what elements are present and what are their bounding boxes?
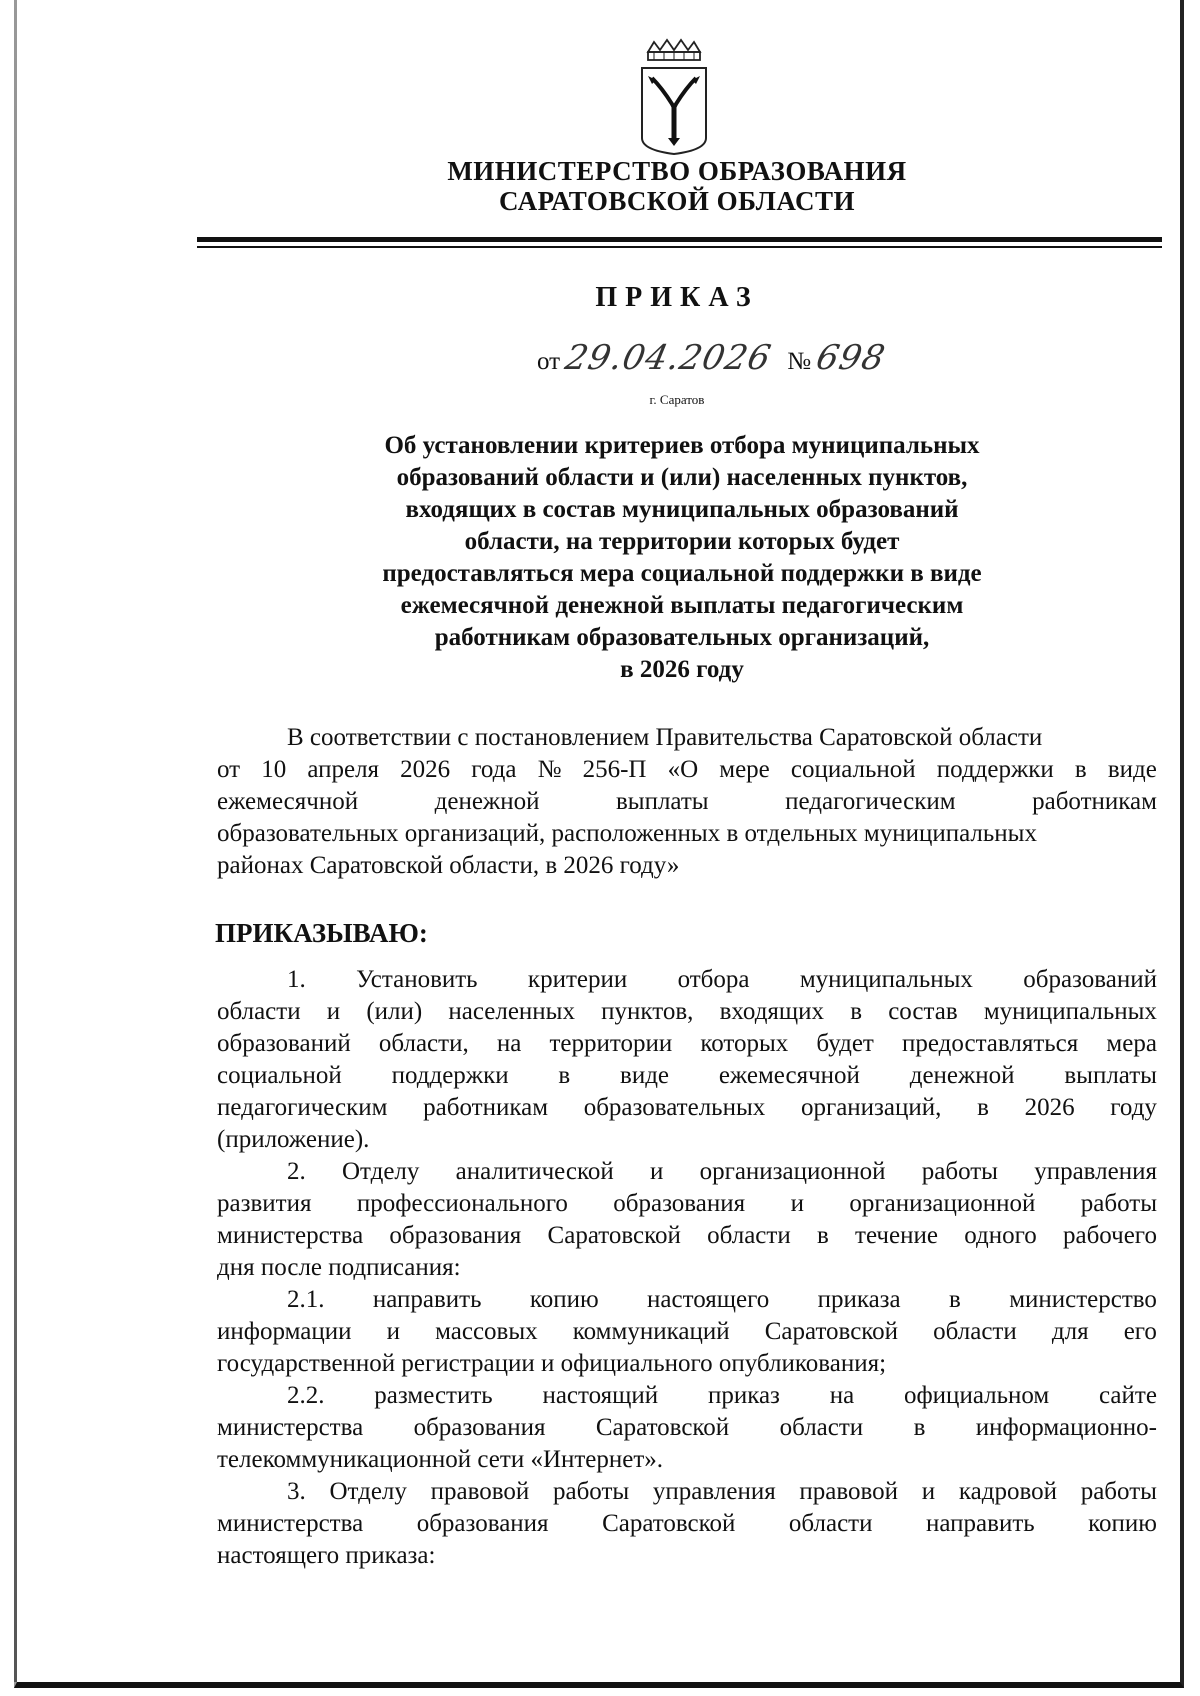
word: образований <box>1023 966 1157 993</box>
word: виде <box>620 1062 670 1089</box>
word: социальной <box>217 1062 342 1089</box>
word: информационно- <box>975 1414 1157 1441</box>
word: в <box>913 1414 926 1441</box>
word: в <box>949 1286 961 1313</box>
word: образования <box>613 1190 746 1217</box>
word: 2026 <box>400 756 451 783</box>
body-line: телекоммуникационной сети «Интернет». <box>217 1446 664 1473</box>
word: управления <box>652 1478 776 1505</box>
body-line-justified <box>217 996 1157 1028</box>
document-title <box>287 430 1077 686</box>
word: году <box>1110 1094 1157 1121</box>
word: муниципальных <box>799 966 973 993</box>
word: направить <box>926 1510 1035 1537</box>
word: 3. <box>287 1478 306 1505</box>
word: области <box>217 998 301 1025</box>
handwritten-number: 698 <box>813 338 890 378</box>
title-line: работникам образовательных организаций, <box>434 624 930 651</box>
title-line: области, на территории которых будет <box>464 528 900 555</box>
word: критерии <box>527 966 628 993</box>
word: пунктов, <box>601 998 694 1025</box>
title-line: в 2026 году <box>620 656 744 683</box>
header-rule-thin <box>197 246 1162 248</box>
word: работы <box>1080 1478 1157 1505</box>
word: правовой <box>799 1478 899 1505</box>
word: в <box>977 1094 989 1121</box>
body-line: районах Саратовской области, в 2026 году» <box>217 852 680 879</box>
word: предоставляться <box>901 1030 1079 1057</box>
word: профессионального <box>356 1190 568 1217</box>
preamble <box>217 722 1157 882</box>
word: 2. <box>287 1158 306 1185</box>
word: Саратовской <box>764 1318 899 1345</box>
word: территории <box>549 1030 673 1057</box>
word: 2.1. <box>287 1286 325 1313</box>
word: (или) <box>366 998 423 1025</box>
word: Установить <box>356 966 478 993</box>
body-line-justified <box>217 1412 1157 1444</box>
word: образований <box>217 1030 351 1057</box>
word: сайте <box>1099 1382 1157 1409</box>
word: работникам <box>1032 788 1157 815</box>
word: будет <box>816 1030 874 1057</box>
body-line-justified <box>217 1284 1157 1316</box>
body-line-justified <box>217 786 1157 818</box>
word: настоящий <box>542 1382 659 1409</box>
order-items <box>217 964 1157 1572</box>
word: педагогическим <box>217 1094 388 1121</box>
word: населенных <box>448 998 575 1025</box>
word: области <box>707 1222 791 1249</box>
word: аналитической <box>455 1158 614 1185</box>
word: апреля <box>307 756 380 783</box>
word: года <box>471 756 517 783</box>
word: Саратовской <box>595 1414 730 1441</box>
ministry-name-line1: МИНИСТЕРСТВО ОБРАЗОВАНИЯ <box>447 156 907 186</box>
word: ежемесячной <box>718 1062 860 1089</box>
word: образовательных <box>583 1094 766 1121</box>
word: 256-П <box>582 756 647 783</box>
body-line-justified <box>217 1316 1157 1348</box>
word: денежной <box>434 788 540 815</box>
document-page <box>14 0 1184 1688</box>
word: области, <box>378 1030 469 1057</box>
word: официальном <box>903 1382 1050 1409</box>
word: 2026 <box>1024 1094 1075 1121</box>
word: денежной <box>909 1062 1015 1089</box>
body-line-justified <box>217 1092 1157 1124</box>
word: для <box>1051 1318 1089 1345</box>
word: коммуникаций <box>572 1318 730 1345</box>
body-line-justified <box>217 1508 1157 1540</box>
word: области <box>779 1414 864 1441</box>
word: «О <box>667 756 699 783</box>
word: муниципальных <box>983 998 1157 1025</box>
body-line-justified <box>217 1380 1157 1412</box>
word: состав <box>888 998 958 1025</box>
word: в <box>558 1062 571 1089</box>
word: в <box>816 1222 829 1249</box>
word: и <box>386 1318 400 1345</box>
body-line-justified <box>217 1156 1157 1188</box>
body-line-justified <box>217 964 1157 996</box>
word: работы <box>552 1478 630 1505</box>
word: настоящего <box>647 1286 770 1313</box>
word: поддержки <box>936 756 1054 783</box>
word: образования <box>416 1510 549 1537</box>
word: в <box>850 998 863 1025</box>
word: на <box>829 1382 855 1409</box>
handwritten-date: 29.04.2026 <box>562 338 776 378</box>
number-prefix: № <box>787 348 812 375</box>
body-line-justified <box>217 1060 1157 1092</box>
word: работы <box>1080 1190 1157 1217</box>
word: и <box>790 1190 804 1217</box>
saratov-coat-of-arms-icon <box>634 38 714 158</box>
word: 10 <box>261 756 287 783</box>
word: Саратовской <box>547 1222 681 1249</box>
body-line: В соответствии с постановлением Правительства Саратовской области <box>287 724 1043 751</box>
word: копию <box>1088 1510 1157 1537</box>
word: 1. <box>287 966 306 993</box>
word: разместить <box>374 1382 493 1409</box>
word: кадровой <box>958 1478 1057 1505</box>
word: области <box>788 1510 873 1537</box>
word: образования <box>413 1414 546 1441</box>
word: приказ <box>707 1382 780 1409</box>
orders-heading: ПРИКАЗЫВАЮ: <box>215 918 428 948</box>
word: управления <box>1034 1158 1157 1185</box>
word: приказа <box>817 1286 901 1313</box>
word: его <box>1123 1318 1157 1345</box>
word: работы <box>921 1158 998 1185</box>
body-line-justified <box>217 754 1157 786</box>
title-line: образований области и (или) населенных пунктов, <box>396 464 968 491</box>
title-line: Об установлении критериев отбора муниципальных <box>384 432 980 459</box>
word: области <box>933 1318 1017 1345</box>
word: министерства <box>217 1222 364 1249</box>
word: течение <box>855 1222 938 1249</box>
body-line-justified <box>217 1028 1157 1060</box>
date-prefix: от <box>537 348 561 375</box>
body-line: настоящего приказа: <box>217 1542 436 1569</box>
word: и <box>921 1478 936 1505</box>
body-line: образовательных организаций, расположенных в отдельных муниципальных <box>217 820 1037 847</box>
word: министерства <box>217 1510 364 1537</box>
ministry-name-line2: САРАТОВСКОЙ ОБЛАСТИ <box>498 186 856 216</box>
word: выплаты <box>615 788 709 815</box>
word: мере <box>719 756 770 783</box>
word: образования <box>389 1222 522 1249</box>
word: которых <box>700 1030 789 1057</box>
title-line: входящих в состав муниципальных образований <box>405 496 959 523</box>
word: педагогическим <box>785 788 956 815</box>
word: виде <box>1107 756 1157 783</box>
body-line: (приложение). <box>217 1126 370 1153</box>
word: работникам <box>423 1094 549 1121</box>
word: информации <box>217 1318 352 1345</box>
word: развития <box>217 1190 312 1217</box>
word: от <box>217 756 241 783</box>
word: организационной <box>699 1158 886 1185</box>
word: 2.2. <box>287 1382 325 1409</box>
word: организационной <box>849 1190 1036 1217</box>
header-rule-thick <box>197 237 1162 242</box>
word: Саратовской <box>602 1510 736 1537</box>
word: отбора <box>677 966 750 993</box>
word: в <box>1074 756 1087 783</box>
word: направить <box>372 1286 482 1313</box>
word: массовых <box>435 1318 538 1345</box>
word: рабочего <box>1062 1222 1157 1249</box>
body-line: дня после подписания: <box>217 1254 461 1281</box>
word: входящих <box>719 998 825 1025</box>
title-line: предоставляться мера социальной поддержки в виде <box>382 560 982 587</box>
title-line: ежемесячной денежной выплаты педагогическим <box>400 592 964 619</box>
body-line: государственной регистрации и официального опубликования; <box>217 1350 887 1377</box>
order-date-number <box>537 338 890 378</box>
word: поддержки <box>391 1062 509 1089</box>
word: министерство <box>1009 1286 1157 1313</box>
document-type-heading: ПРИКАЗ <box>595 282 759 313</box>
body-line-justified <box>217 1476 1157 1508</box>
word: Отделу <box>341 1158 420 1185</box>
body-line-justified <box>217 1220 1157 1252</box>
body-line-justified <box>217 1188 1157 1220</box>
word: одного <box>964 1222 1037 1249</box>
city-label: г. Саратов <box>649 392 705 407</box>
word: и <box>649 1158 664 1185</box>
word: Отделу <box>329 1478 407 1505</box>
word: на <box>496 1030 522 1057</box>
word: правовой <box>430 1478 530 1505</box>
word: выплаты <box>1064 1062 1157 1089</box>
word: организаций, <box>800 1094 942 1121</box>
word: № <box>537 756 562 783</box>
word: социальной <box>790 756 916 783</box>
word: копию <box>529 1286 599 1313</box>
word: и <box>326 998 341 1025</box>
word: министерства <box>217 1414 364 1441</box>
word: мера <box>1106 1030 1157 1057</box>
word: ежемесячной <box>217 788 359 815</box>
